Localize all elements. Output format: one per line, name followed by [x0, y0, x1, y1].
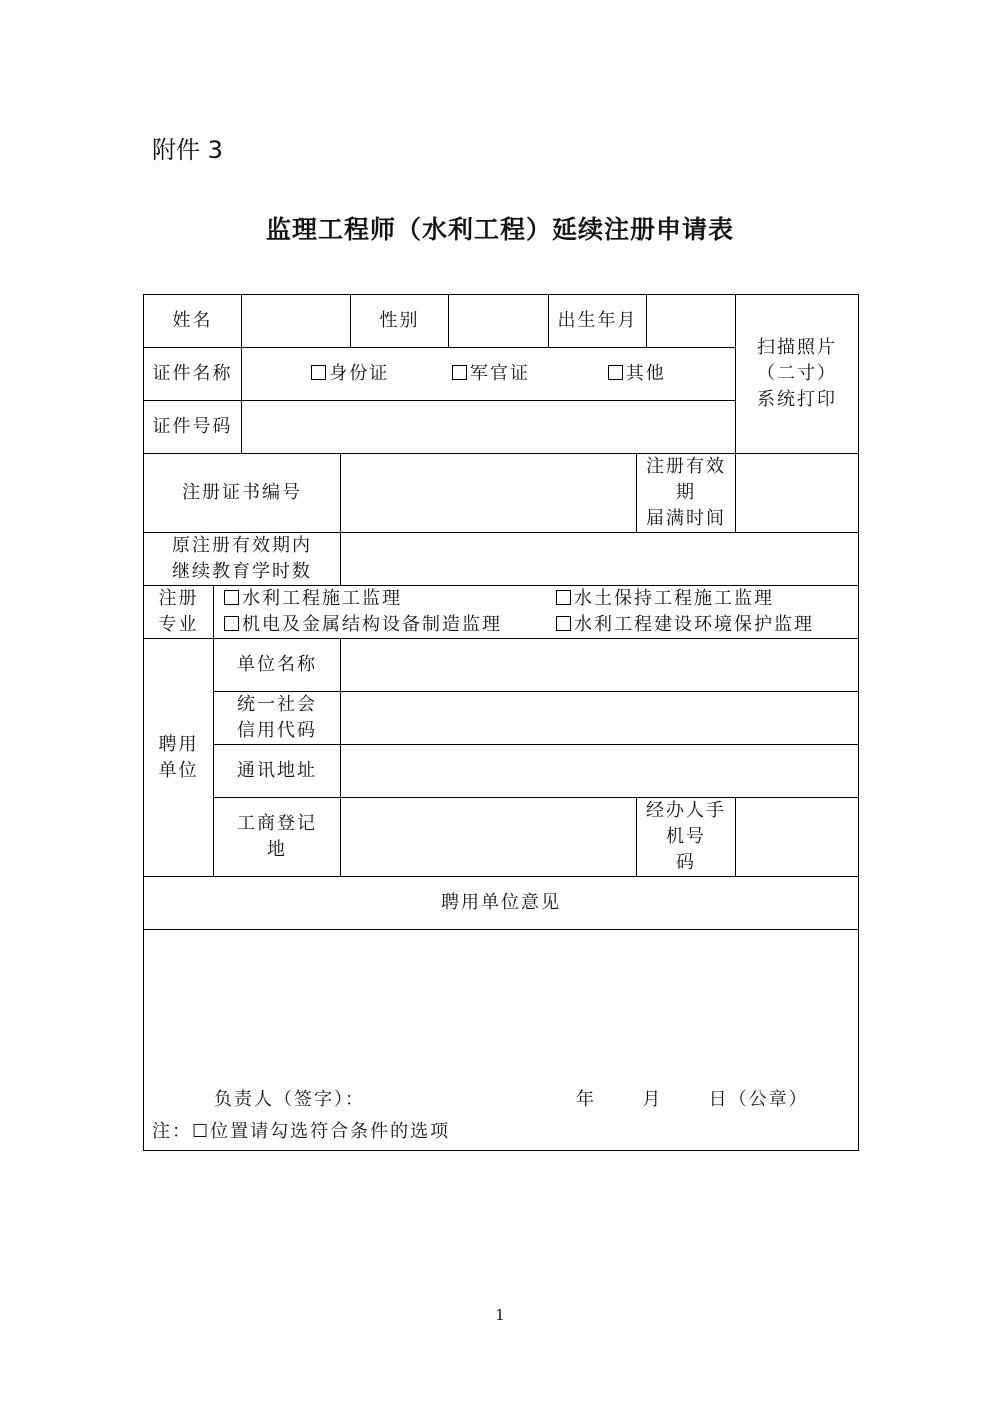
major-option-soil-water[interactable]: 水土保持工程施工监理	[556, 586, 774, 612]
gender-field[interactable]	[449, 295, 549, 348]
checkbox-icon[interactable]	[224, 616, 239, 631]
birth-field[interactable]	[647, 295, 736, 348]
id-number-label: 证件号码	[144, 401, 242, 454]
checkbox-icon[interactable]	[311, 365, 326, 380]
major-option-construction[interactable]: 水利工程施工监理	[224, 586, 556, 612]
birth-label: 出生年月	[549, 295, 647, 348]
unit-name-label: 单位名称	[214, 639, 341, 692]
id-type-options	[242, 348, 736, 401]
edu-hours-label: 原注册有效期内 继续教育学时数	[144, 533, 341, 586]
checkbox-icon[interactable]	[608, 365, 623, 380]
cert-no-field[interactable]	[341, 454, 637, 533]
name-field[interactable]	[242, 295, 351, 348]
checkbox-icon[interactable]	[556, 590, 571, 605]
unit-name-field[interactable]	[341, 639, 859, 692]
credit-code-field[interactable]	[341, 692, 859, 745]
expiry-label: 注册有效期 届满时间	[637, 454, 736, 533]
opinion-header: 聘用单位意见	[144, 877, 859, 930]
cert-no-label: 注册证书编号	[144, 454, 341, 533]
photo-label-1: 扫描照片	[757, 337, 838, 358]
signer-label: 负责人（签字）：	[214, 1089, 365, 1110]
edu-hours-field[interactable]	[341, 533, 859, 586]
photo-label-3: 系统打印	[757, 389, 838, 410]
credit-code-label: 统一社会 信用代码	[214, 692, 341, 745]
footnote: 注：☐位置请勾选符合条件的选项	[152, 1121, 451, 1142]
address-field[interactable]	[341, 745, 859, 798]
form-title: 监理工程师（水利工程）延续注册申请表	[265, 215, 734, 244]
checkbox-icon[interactable]	[556, 616, 571, 631]
reg-place-label: 工商登记 地	[214, 798, 341, 877]
checkbox-icon[interactable]	[224, 590, 239, 605]
checkbox-icon[interactable]	[452, 365, 467, 380]
date-seal-label: 年 月 日（公章）	[576, 1089, 809, 1110]
phone-label: 经办人手机号 码	[637, 798, 736, 877]
major-option-environment[interactable]: 水利工程建设环境保护监理	[556, 612, 814, 638]
id-number-field[interactable]	[242, 401, 736, 454]
reg-place-field[interactable]	[341, 798, 637, 877]
application-form	[143, 294, 859, 1151]
major-options	[214, 586, 859, 639]
photo-label-2: （二寸）	[757, 363, 838, 384]
major-option-equipment[interactable]: 机电及金属结构设备制造监理	[224, 612, 556, 638]
id-option-military[interactable]: 军官证	[452, 361, 530, 387]
gender-label: 性别	[351, 295, 449, 348]
employer-label: 聘用 单位	[144, 639, 214, 877]
id-option-other[interactable]: 其他	[608, 361, 666, 387]
id-option-idcard[interactable]: 身份证	[311, 361, 389, 387]
phone-field[interactable]	[736, 798, 859, 877]
major-label: 注册 专业	[144, 586, 214, 639]
photo-box	[736, 295, 859, 454]
id-type-label: 证件名称	[144, 348, 242, 401]
expiry-field[interactable]	[736, 454, 859, 533]
attachment-label: 附件 3	[152, 136, 223, 164]
page-number: 1	[495, 1306, 505, 1324]
address-label: 通讯地址	[214, 745, 341, 798]
name-label: 姓名	[144, 295, 242, 348]
